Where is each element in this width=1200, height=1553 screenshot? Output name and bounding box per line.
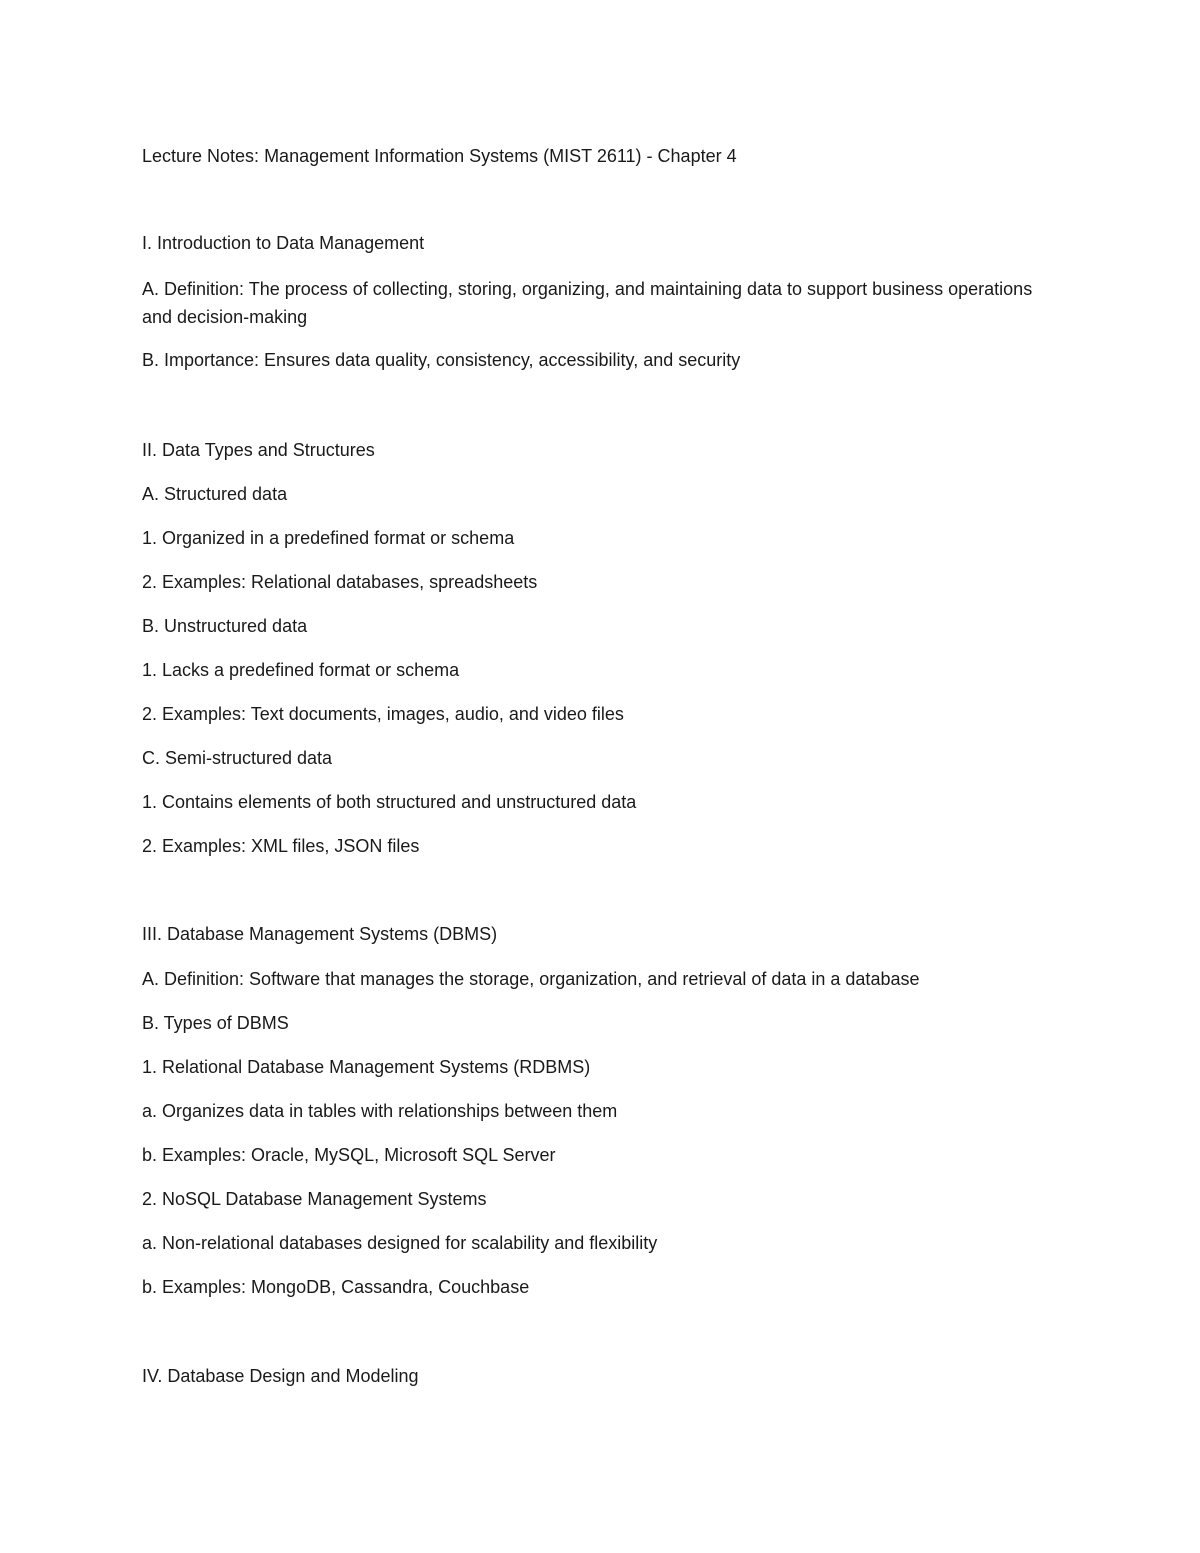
section-heading-2: II. Data Types and Structures [142, 440, 375, 460]
section-2-item: A. Structured data [142, 484, 288, 504]
section-3-item: A. Definition: Software that manages the storage, organization, and retrieval of data in a database [142, 969, 920, 989]
section-3-item: B. Types of DBMS [142, 1013, 289, 1033]
section-3-item: b. Examples: MongoDB, Cassandra, Couchbase [142, 1277, 530, 1297]
section-2-item: 2. Examples: Relational databases, spreadsheets [142, 572, 538, 592]
section-heading-3: III. Database Management Systems (DBMS) [142, 924, 498, 944]
section-3-item: a. Non-relational databases designed for scalability and flexibility [142, 1233, 658, 1253]
section-2-item: 1. Contains elements of both structured and unstructured data [142, 792, 637, 812]
section-2-item: C. Semi-structured data [142, 748, 333, 768]
section-3-item: 2. NoSQL Database Management Systems [142, 1189, 487, 1209]
section-2-item: B. Unstructured data [142, 616, 308, 636]
section-2-item: 2. Examples: XML files, JSON files [142, 836, 420, 856]
section-heading-4: IV. Database Design and Modeling [142, 1366, 419, 1386]
section-2-item: 2. Examples: Text documents, images, audio, and video files [142, 704, 624, 724]
document-title: Lecture Notes: Management Information Systems (MIST 2611) - Chapter 4 [142, 146, 737, 166]
section-1-item-b: B. Importance: Ensures data quality, consistency, accessibility, and security [142, 350, 741, 370]
section-1-item-a: A. Definition: The process of collecting, storing, organizing, and maintaining data to support business operations and decision-making [142, 279, 1033, 327]
section-heading-1: I. Introduction to Data Management [142, 233, 425, 253]
section-3-item: a. Organizes data in tables with relationships between them [142, 1101, 618, 1121]
section-2-item: 1. Lacks a predefined format or schema [142, 660, 460, 680]
section-3-item: b. Examples: Oracle, MySQL, Microsoft SQL Server [142, 1145, 556, 1165]
section-3-item: 1. Relational Database Management Systems (RDBMS) [142, 1057, 591, 1077]
section-2-item: 1. Organized in a predefined format or schema [142, 528, 515, 548]
